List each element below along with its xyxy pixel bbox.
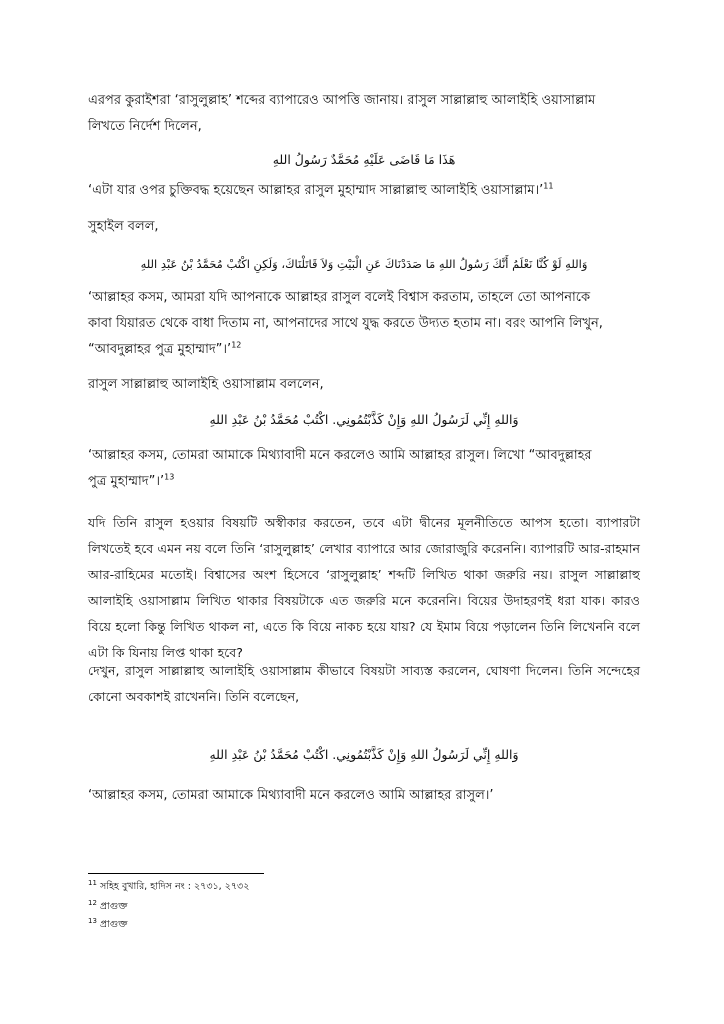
footnote-12 — [88, 900, 127, 914]
paragraph-translation-4: ‘আল্লাহর কসম, তোমরা আমাকে মিথ্যাবাদী মনে করলেও আমি আল্লাহর রাসুল।’ — [88, 788, 494, 803]
arabic-quote-3: وَاللهِ إِنِّي لَرَسُولُ اللهِ وَإِنْ كَذَّبْتُمُونِي. اكْتُبْ مُحَمَّدُ بْنُ عَبْدِ اللهِ — [209, 412, 519, 427]
paragraph-explanation: যদি তিনি রাসুল হওয়ার বিষয়টি অস্বীকার করতেন, তবে এটা দ্বীনের মূলনীতিতে আপস হতো। ব্যাপারটা লিখতেই হবে এমন নয় বলে তিনি ‘রাসুলুল্লাহ’ লেখার ব্যাপারে আর জোরাজুরি করেননি। ব্যাপারটি আর-রাহমান আর-রাহিমের মতোই। বিশ্বাসের অংশ হিসেবে ‘রাসুলুল্লাহ’ শব্দটি লিখিত থাকা জরুরি নয়। রাসুল সাল্লাল্লাহু আলাইহি ওয়াসাল্লাম লিখিত থাকার বিষয়টাকে এত জরুরি মনে করেননি। বিয়ের উদাহরণই ধরা যাক। কারও বিয়ে হলো কিন্তু লিখিত থাকল না, এতে কি বিয়ে নাকচ হয়ে যায়? যে ইমাম বিয়ে পড়ালেন তিনি লিখেননি বলে এটা কি যিনায় লিপ্ত থাকা হবে? — [88, 515, 640, 660]
footnote-divider — [88, 873, 264, 874]
translation-2-line3: “আবদুল্লাহর পুত্র মুহাম্মাদ”।’ — [88, 342, 232, 357]
footnote-11-number: 11 — [88, 878, 97, 887]
footnote-ref-13: 13 — [164, 472, 175, 482]
paragraph-translation-2 — [88, 285, 640, 363]
paragraph-intro-line1: এরপর কুরাইশরা ‘রাসুলুল্লাহ’ শব্দের ব্যাপারেও আপত্তি জানায়। রাসুল সাল্লাল্লাহু আলাইহি ওয়াসাল্লাম — [88, 93, 596, 108]
paragraph-suhail: সুহাইল বলল, — [88, 219, 159, 234]
footnote-12-number: 12 — [88, 898, 97, 907]
footnote-12-text: প্রাগুক্ত — [99, 901, 128, 912]
translation-1-text: ‘এটা যার ওপর চুক্তিবদ্ধ হয়েছেন আল্লাহর রাসুল মুহাম্মাদ সাল্লাল্লাহু আলাইহি ওয়াসাল্লাম।’ — [88, 183, 544, 198]
footnote-ref-12: 12 — [231, 340, 242, 350]
translation-3-line2: পুত্র মুহাম্মাদ”।’ — [88, 474, 165, 489]
arabic-quote-2: وَاللهِ لَوْ كُنَّا نَعْلَمُ أَنَّكَ رَسُولُ اللهِ مَا صَدَدْنَاكَ عَنِ الْبَيْتِ وَلاَ قَاتَلْنَاكَ، وَلَكِنِ اكْتُبْ مُحَمَّدُ بْنُ عَبْدِ اللهِ — [140, 257, 588, 271]
paragraph-declaration: দেখুন, রাসুল সাল্লাল্লাহু আলাইহি ওয়াসাল্লাম কীভাবে বিষয়টা সাব্যস্ত করলেন, ঘোষণা দিলেন। তিনি সন্দেহের কোনো অবকাশই রাখেননি। তিনি বলেছেন, — [88, 663, 640, 704]
footnote-11 — [88, 880, 249, 894]
translation-2-line2: কাবা যিয়ারত থেকে বাধা দিতাম না, আপনাদের সাথে যুদ্ধ করতে উদ্যত হতাম না। বরং আপনি লিখুন, — [88, 316, 603, 331]
paragraph-intro-line2: লিখতে নির্দেশ দিলেন, — [88, 119, 202, 134]
paragraph-rasul-said: রাসুল সাল্লাল্লাহু আলাইহি ওয়াসাল্লাম বললেন, — [88, 377, 324, 392]
arabic-quote-4: وَاللهِ إِنِّي لَرَسُولُ اللهِ وَإِنْ كَذَّبْتُمُونِي. اكْتُبْ مُحَمَّدُ بْنُ عَبْدِ اللهِ — [209, 747, 519, 762]
footnote-13 — [88, 918, 127, 932]
translation-3-line1: ‘আল্লাহর কসম, তোমরা আমাকে মিথ্যাবাদী মনে করলেও আমি আল্লাহর রাসুল। লিখো “আবদুল্লাহর — [88, 448, 592, 463]
footnote-11-text: সহিহ বুখারি, হাদিস নং : ২৭৩১, ২৭৩২ — [99, 881, 250, 892]
arabic-quote-1: هَذَا مَا قَاضَى عَلَيْهِ مُحَمَّدٌ رَسُولُ اللهِ — [272, 152, 456, 167]
paragraph-intro — [88, 88, 640, 140]
footnote-13-number: 13 — [88, 916, 97, 925]
paragraph-translation-1 — [88, 178, 640, 204]
footnote-13-text: প্রাগুক্ত — [99, 919, 128, 930]
footnote-ref-11: 11 — [543, 181, 554, 191]
paragraph-translation-3 — [88, 443, 640, 495]
translation-2-line1: ‘আল্লাহর কসম, আমরা যদি আপনাকে আল্লাহর রাসুল বলেই বিশ্বাস করতাম, তাহলে তো আপনাকে — [88, 290, 591, 305]
